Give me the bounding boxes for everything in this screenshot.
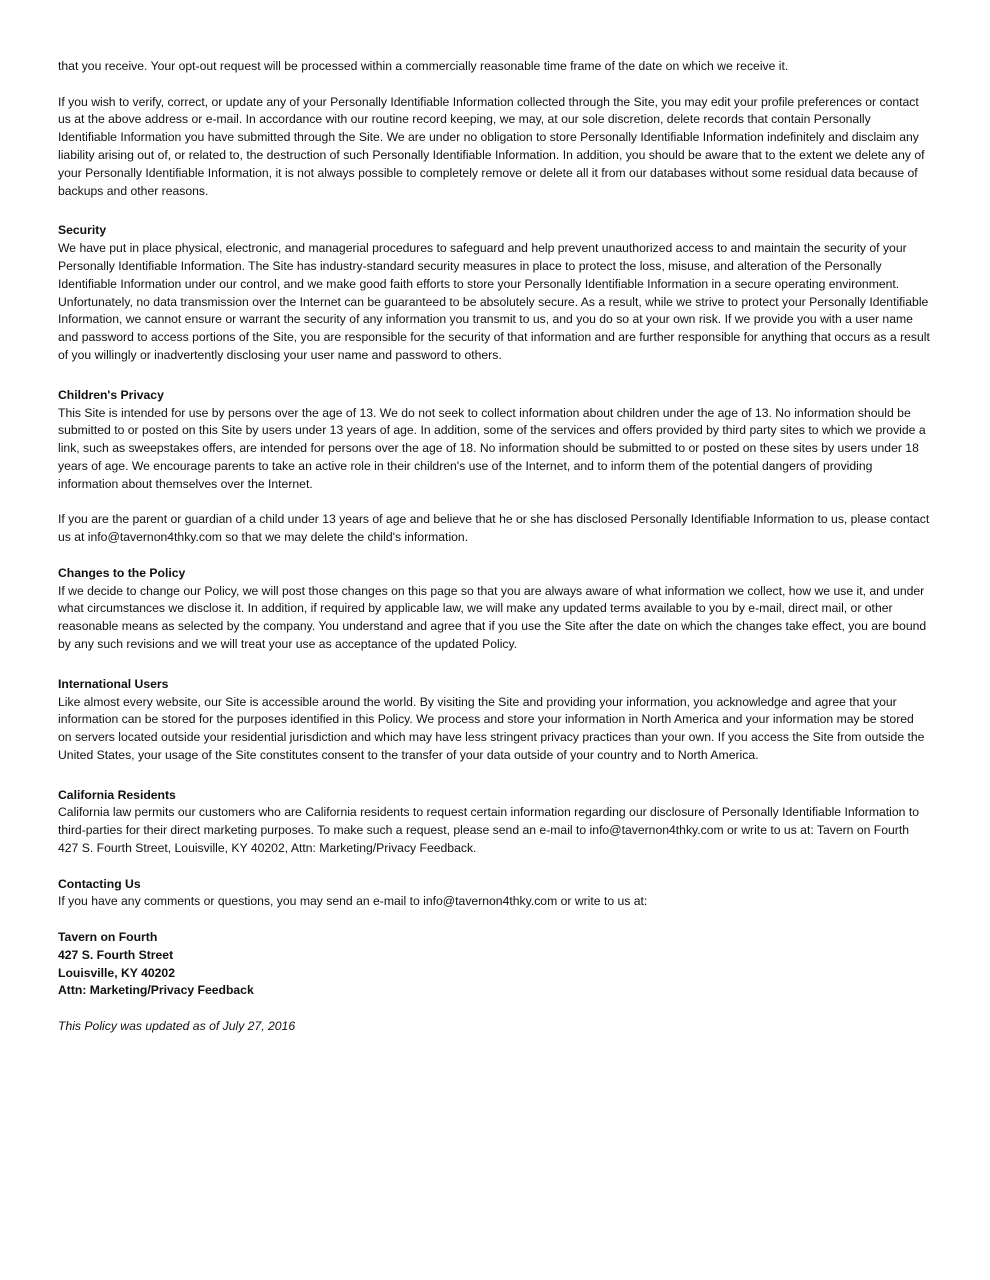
childrens-privacy-parent-paragraph: If you are the parent or guardian of a child under 13 years of age and believe that he or she has disclosed Personally Identifiable Information to us, please contact us at info@tavernon4thky.com so that we may delete the child's information. — [58, 512, 930, 545]
california-heading: California Residents — [58, 787, 176, 802]
childrens-privacy-heading: Children's Privacy — [58, 387, 164, 402]
changes-heading: Changes to the Policy — [58, 565, 186, 580]
intro-paragraph-1: that you receive. Your opt-out request will be processed within a commercially reasonable time frame of the date on which we receive it. — [58, 59, 789, 73]
international-paragraph: Like almost every website, our Site is accessible around the world. By visiting the Site and providing your information, you acknowledge and agree that your information can be stored for the purposes identified in this Policy. We process and store your information in North America and your information may be stored on servers located outside your residential jurisdiction and which may have less stringent privacy practices than your own. If you access the Site from outside the United States, your usage of the Site constitutes consent to the transfer of your data outside of your country and to North America. — [58, 694, 925, 762]
address-name: Tavern on Fourth — [58, 930, 158, 945]
security-paragraph: We have put in place physical, electronic, and managerial procedures to safeguard and help prevent unauthorized access to and maintain the security of your Personally Identifiable Information. The Site has industry-standard security measures in place to protect the loss, misuse, and alteration of the Personally Identifiable Information under our control, and we make good faith efforts to store your Personally Identifiable Information in a secure operating environment. Unfortunately, no data transmission over the Internet can be guaranteed to be absolutely secure. As a result, while we strive to protect your Personally Identifiable Information, we cannot ensure or warrant the security of any information you transmit to us, and you do so at your own risk. If we provide you with a user name and password to access portions of the Site, you are responsible for the security of that information and are further responsible for anything that occurs as a result of you willingly or inadvertently disclosing your user name and password to others. — [58, 241, 930, 362]
changes-paragraph: If we decide to change our Policy, we will post those changes on this page so that you are always aware of what information we collect, how we use it, and under what circumstances we disclose it. In addition, if required by applicable law, we will make any updated terms available to you by e-mail, direct mail, or other reasonable means as selected by the company. You understand and agree that if you use the Site after the date on which the changes take effect, you are bound by any such revisions and we will treat your use as acceptance of the updated Policy. — [58, 583, 927, 651]
childrens-privacy-paragraph: This Site is intended for use by persons over the age of 13. We do not seek to collect information about children under the age of 13. No information should be submitted to or posted on this Site by users under 13 years of age. In addition, some of the services and offers provided by third party sites to which we provide a link, such as sweepstakes offers, are intended for persons over the age of 18. No information should be submitted to or posted on these sites by users under 18 years of age. We encourage parents to take an active role in their children's use of the Internet, and to inform them of the potential dangers of providing information about themselves over the Internet. — [58, 405, 926, 491]
security-heading: Security — [58, 223, 107, 238]
mailing-address — [58, 929, 930, 1000]
international-heading: International Users — [58, 676, 169, 691]
address-attn: Attn: Marketing/Privacy Feedback — [58, 983, 254, 998]
contact-paragraph: If you have any comments or questions, you may send an e-mail to info@tavernon4thky.com or write to us at: — [58, 894, 648, 909]
policy-updated-note: This Policy was updated as of July 27, 2016 — [58, 1019, 296, 1034]
address-city: Louisville, KY 40202 — [58, 965, 175, 980]
intro-paragraph-2: If you wish to verify, correct, or update any of your Personally Identifiable Information collected through the Site, you may edit your profile preferences or contact us at the above address or e-mail. In accordance with our routine record keeping, we may, at our sole discretion, delete records that contain Personally Identifiable Information you have submitted through the Site. We are under no obligation to store Personally Identifiable Information indefinitely and disclaim any liability arising out of, or related to, the destruction of such Personally Identifiable Information. In addition, you should be aware that to the extent we delete any of your Personally Identifiable Information, it is not always possible to completely remove or delete all it from our databases without some residual data because of backups and other reasons. — [58, 94, 925, 198]
contact-heading: Contacting Us — [58, 876, 141, 891]
policy-document — [58, 58, 930, 1036]
california-paragraph: California law permits our customers who are California residents to request certain information regarding our disclosure of Personally Identifiable Information to third-parties for their direct marketing purposes. To make such a request, please send an e-mail to info@tavernon4thky.com or write to us at: Tavern on Fourth 427 S. Fourth Street, Louisville, KY 40202, Attn: Marketing/Privacy Feedback. — [58, 805, 919, 856]
address-street: 427 S. Fourth Street — [58, 947, 174, 962]
